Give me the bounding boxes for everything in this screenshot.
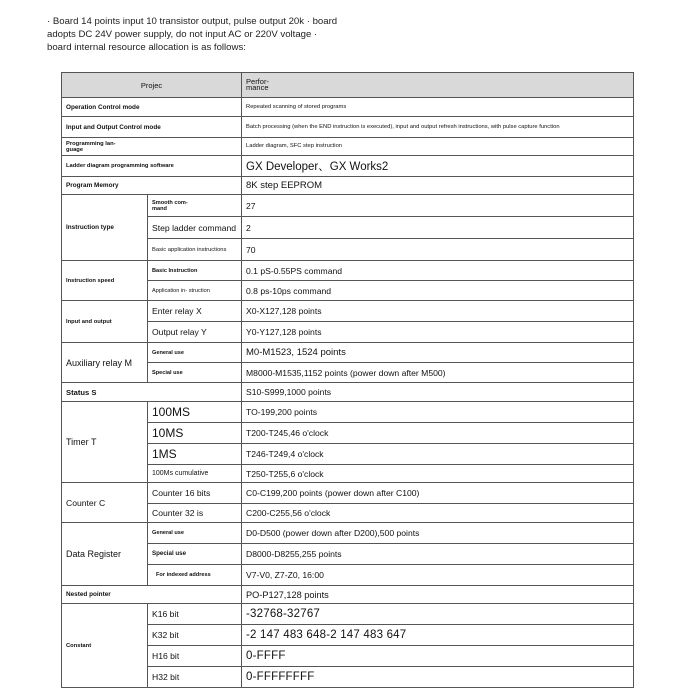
row-group-label: Constant bbox=[62, 604, 148, 688]
resource-table bbox=[61, 72, 634, 688]
row-value: TO-199,200 points bbox=[242, 402, 634, 423]
sub-label: 100MS bbox=[148, 402, 242, 423]
row-value: D8000-D8255,255 points bbox=[242, 544, 634, 565]
table-row bbox=[62, 504, 634, 523]
intro-text bbox=[47, 15, 377, 54]
row-value: C200-C255,56 o'clock bbox=[242, 504, 634, 523]
row-label: Ladder diagram programming software bbox=[62, 156, 242, 177]
table-row bbox=[62, 98, 634, 117]
row-label: Operation Control mode bbox=[62, 98, 242, 117]
row-value: M8000-M1535,1152 points (power down after M500) bbox=[242, 363, 634, 383]
intro-line-2: adopts DC 24V power supply, do not input AC or 220V voltage · bbox=[47, 29, 318, 40]
sub-label: General use bbox=[148, 523, 242, 544]
header-project: Projec bbox=[62, 73, 242, 98]
row-value: V7-V0, Z7-Z0, 16:00 bbox=[242, 565, 634, 586]
row-value: M0-M1523, 1524 points bbox=[242, 343, 634, 363]
row-value: C0-C199,200 points (power down after C100) bbox=[242, 483, 634, 504]
table-row bbox=[62, 343, 634, 363]
table-row bbox=[62, 625, 634, 646]
row-value: -2 147 483 648-2 147 483 647 bbox=[242, 625, 634, 646]
row-value: 0.8 ps-10ps command bbox=[242, 281, 634, 301]
row-value: 70 bbox=[242, 239, 634, 261]
table-row bbox=[62, 586, 634, 604]
row-group-label: Counter C bbox=[62, 483, 148, 523]
row-value: 27 bbox=[242, 195, 634, 217]
table-row bbox=[62, 465, 634, 483]
row-label: Nested pointer bbox=[62, 586, 242, 604]
row-group-label: Input and output bbox=[62, 301, 148, 343]
row-value: 2 bbox=[242, 217, 634, 239]
table-row bbox=[62, 117, 634, 138]
row-label: Status S bbox=[62, 383, 242, 402]
table-row bbox=[62, 604, 634, 625]
row-value: S10-S999,1000 points bbox=[242, 383, 634, 402]
table-row bbox=[62, 646, 634, 667]
row-value: 0-FFFFFFFF bbox=[242, 667, 634, 688]
table-row bbox=[62, 195, 634, 217]
row-group-label: Data Register bbox=[62, 523, 148, 586]
header-performance: Perfor- mance bbox=[242, 73, 634, 98]
row-value: D0-D500 (power down after D200),500 points bbox=[242, 523, 634, 544]
sub-label: K16 bit bbox=[148, 604, 242, 625]
sub-label: 10MS bbox=[148, 423, 242, 444]
sub-label: Special use bbox=[148, 363, 242, 383]
row-label: Programming lan- guage bbox=[62, 138, 242, 156]
row-value: Repeated scanning of stored programs bbox=[242, 98, 634, 117]
sub-label: For indexed address bbox=[148, 565, 242, 586]
table-row bbox=[62, 423, 634, 444]
table-row bbox=[62, 363, 634, 383]
sub-label: General use bbox=[148, 343, 242, 363]
row-value: X0-X127,128 points bbox=[242, 301, 634, 322]
table-row bbox=[62, 322, 634, 343]
sub-label: K32 bit bbox=[148, 625, 242, 646]
table-row bbox=[62, 383, 634, 402]
sub-label: H16 bit bbox=[148, 646, 242, 667]
row-group-label: Timer T bbox=[62, 402, 148, 483]
row-value: Batch processing (when the END instruction is executed), input and output refresh instructions, with pulse capture function bbox=[242, 117, 634, 138]
sub-label: Special use bbox=[148, 544, 242, 565]
table-row bbox=[62, 239, 634, 261]
row-value: T200-T245,46 o'clock bbox=[242, 423, 634, 444]
sub-label: 100Ms cumulative bbox=[148, 465, 242, 483]
table-row bbox=[62, 261, 634, 281]
table-row bbox=[62, 177, 634, 195]
row-group-label: Instruction speed bbox=[62, 261, 148, 301]
row-label: Input and Output Control mode bbox=[62, 117, 242, 138]
row-value: -32768-32767 bbox=[242, 604, 634, 625]
row-value: T246-T249,4 o'clock bbox=[242, 444, 634, 465]
row-value: 8K step EEPROM bbox=[242, 177, 634, 195]
table-row bbox=[62, 156, 634, 177]
row-value: Ladder diagram, SFC step instruction bbox=[242, 138, 634, 156]
row-value: Y0-Y127,128 points bbox=[242, 322, 634, 343]
row-value: 0-FFFF bbox=[242, 646, 634, 667]
table-row bbox=[62, 523, 634, 544]
sub-label: Step ladder command bbox=[148, 217, 242, 239]
sub-label: Smooth com- mand bbox=[148, 195, 242, 217]
row-value: 0.1 pS-0.55PS command bbox=[242, 261, 634, 281]
sub-label: Application in- struction bbox=[148, 281, 242, 301]
table-row bbox=[62, 402, 634, 423]
table-row bbox=[62, 565, 634, 586]
table-row bbox=[62, 444, 634, 465]
table-row bbox=[62, 483, 634, 504]
table-row bbox=[62, 217, 634, 239]
table-row bbox=[62, 667, 634, 688]
table-header bbox=[62, 73, 634, 98]
sub-label: Basic Instruction bbox=[148, 261, 242, 281]
sub-label: 1MS bbox=[148, 444, 242, 465]
sub-label: Counter 16 bits bbox=[148, 483, 242, 504]
row-value: PO-P127,128 points bbox=[242, 586, 634, 604]
intro-line-3: board internal resource allocation is as follows: bbox=[47, 42, 246, 53]
table-row bbox=[62, 138, 634, 156]
sub-label: Output relay Y bbox=[148, 322, 242, 343]
row-group-label: Instruction type bbox=[62, 195, 148, 261]
sub-label: H32 bit bbox=[148, 667, 242, 688]
table-row bbox=[62, 281, 634, 301]
table-row bbox=[62, 544, 634, 565]
sub-label: Counter 32 is bbox=[148, 504, 242, 523]
intro-line-1: · Board 14 points input 10 transistor output, pulse output 20k · board bbox=[47, 16, 338, 27]
row-label: Program Memory bbox=[62, 177, 242, 195]
row-value: GX Developer、GX Works2 bbox=[242, 156, 634, 177]
row-group-label: Auxiliary relay M bbox=[62, 343, 148, 383]
row-value: T250-T255,6 o'clock bbox=[242, 465, 634, 483]
sub-label: Enter relay X bbox=[148, 301, 242, 322]
sub-label: Basic application instructions bbox=[148, 239, 242, 261]
table-row bbox=[62, 301, 634, 322]
